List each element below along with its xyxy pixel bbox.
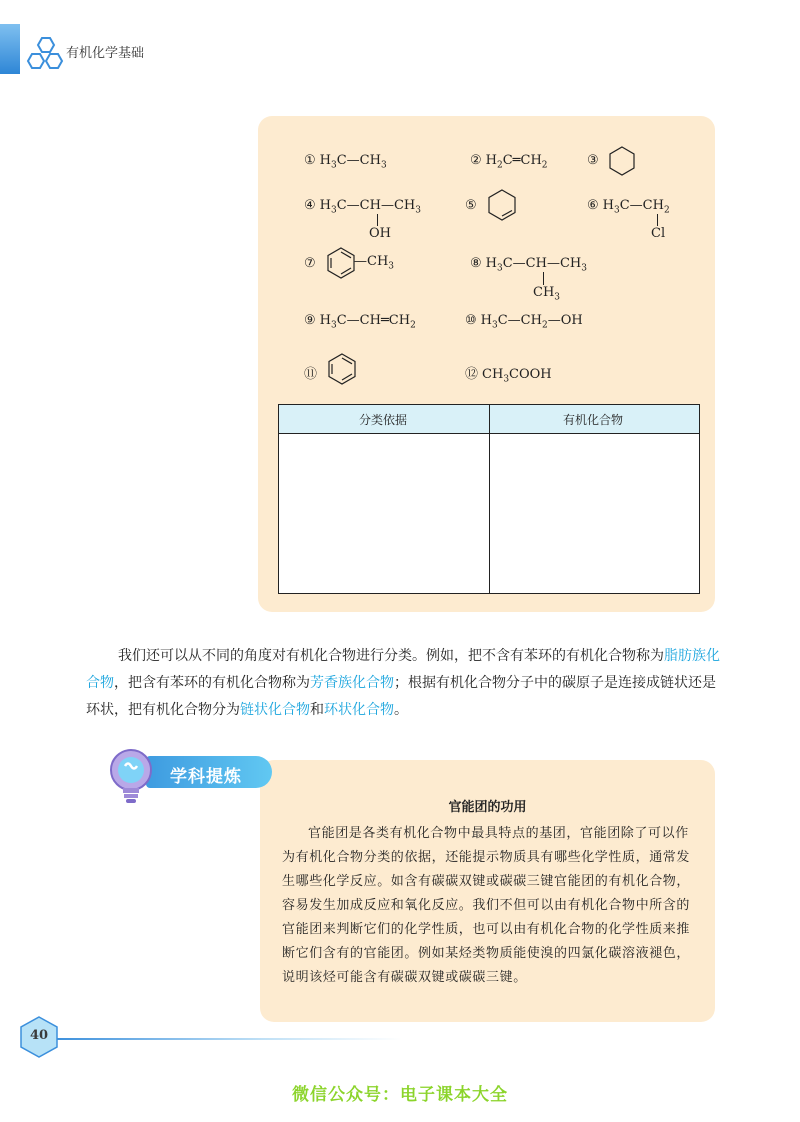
compound-6-cl: Cl xyxy=(651,226,666,241)
page-line xyxy=(52,1038,402,1040)
term-chain: 链状化合物 xyxy=(240,702,310,718)
body-paragraph: 我们还可以从不同的角度对有机化合物进行分类。例如，把不含有苯环的有机化合物称为脂肪族化合物，把含有苯环的有机化合物称为芳香族化合物；根据有机化合物分子中的碳原子是连接成链状还是环状，把有机化合物分为链状化合物和环状化合物。 xyxy=(86,648,720,718)
compound-1: ① $H_3C—CH_3$ xyxy=(304,153,387,171)
compound-3: ③ xyxy=(587,153,599,168)
hexagon-logo-icon xyxy=(22,34,72,74)
term-cyclic: 环状化合物 xyxy=(324,702,394,718)
cyclohexane-icon xyxy=(606,145,638,177)
compound-9: ⑨ $H_3C—CH═CH_2$ xyxy=(304,313,416,331)
term-aliphatic: 脂肪族化合物 xyxy=(86,648,720,691)
bond-line xyxy=(377,214,378,226)
compound-4-oh: OH xyxy=(369,226,391,241)
benzene-ring-icon xyxy=(326,352,358,386)
term-aromatic: 芳香族化合物 xyxy=(310,675,394,691)
compound-12: ⑫ $CH_3COOH$ xyxy=(465,367,552,385)
header-tab xyxy=(0,24,20,74)
table-header-basis: 分类依据 xyxy=(359,413,408,427)
page-number: 40 xyxy=(29,1028,49,1043)
chapter-title: 有机化学基础 xyxy=(66,46,145,61)
box-text: 官能团是各类有机化合物中最具特点的基团，官能团除了可以作为有机化合物分类的依据，还能提示物质具有哪些化学性质，通常发生哪些化学反应。如含有碳碳双键或碳碳三键官能团的有机化合物，容易发生加成反应和氧化反应。我们不但可以由有机化合物中所含的官能团来判断它们的化学性质，也可以由有机化合物的化学性质来推断它们含有的官能团。例如某烃类物质能使溴的四氯化碳溶液褪色，说明该烃可能含有碳碳双键或碳碳三键。 xyxy=(282,826,691,985)
classification-table xyxy=(278,404,700,594)
badge-label: 学科提炼 xyxy=(170,767,242,787)
cyclohexene-icon xyxy=(486,188,518,222)
compound-8: ⑧ $H_3C—CH—CH_3$ xyxy=(470,256,587,274)
benzene-ring-icon xyxy=(326,246,356,280)
compound-5: ⑤ xyxy=(465,198,477,213)
lightbulb-icon xyxy=(106,748,156,806)
section-badge xyxy=(106,748,276,792)
table-header-compounds: 有机化合物 xyxy=(563,413,624,427)
compound-2: ② $H_2C═CH_2$ xyxy=(470,153,548,171)
table-divider xyxy=(489,405,490,593)
footer-watermark: 微信公众号：电子课本大全 xyxy=(292,1085,508,1105)
bond-line xyxy=(543,272,544,285)
compound-7-ch3: $—CH_3$ xyxy=(354,254,395,272)
compound-11: ⑪ xyxy=(304,367,318,382)
compound-4: ④ $H_3C—CH—CH_3$ xyxy=(304,198,421,216)
compound-10: ⑩ $H_3C—CH_2—OH$ xyxy=(465,313,583,331)
bond-line xyxy=(657,214,658,226)
compound-7: ⑦ xyxy=(304,256,316,271)
box-title: 官能团的功用 xyxy=(448,800,527,815)
compound-8-ch3: $CH_3$ xyxy=(533,285,561,303)
compound-6: ⑥ $H_3C—CH_2$ xyxy=(587,198,670,216)
page-number-badge xyxy=(18,1016,60,1058)
